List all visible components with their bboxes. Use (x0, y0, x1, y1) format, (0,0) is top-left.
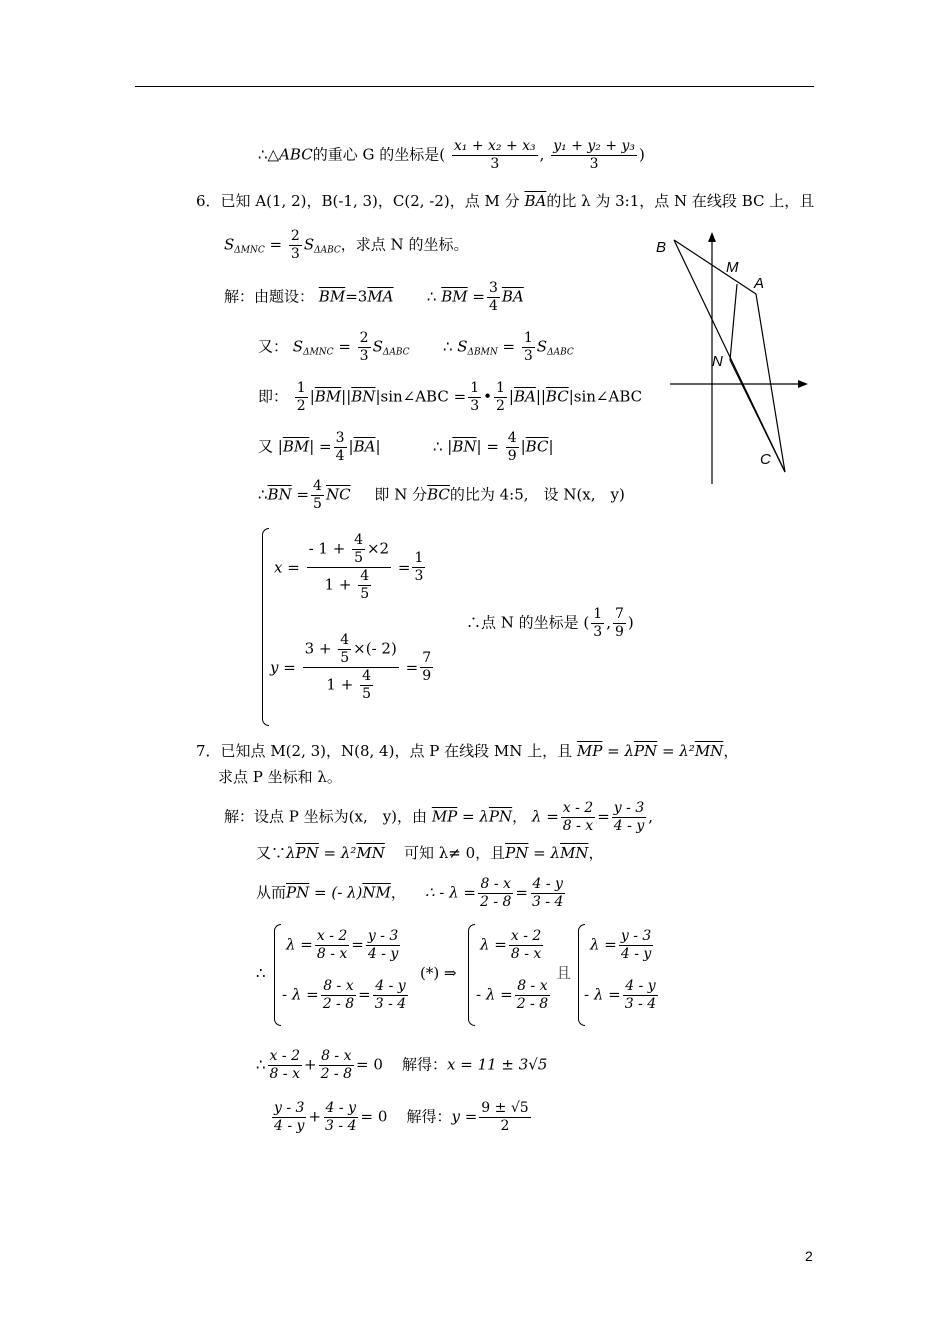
q7-sys3-eq2: - λ = $\frac{4 - y}{3 - 4}$ (584, 978, 657, 1012)
y-axis-arrow (708, 232, 716, 242)
q7-statement: 7．已知点 M(2, 3)，N(8, 4)，点 P 在线段 MN 上，且 $\overline{MP} = \lambda\overline{PN} = \lambda^2\overline{MN}$， (196, 742, 739, 760)
q6-sol-line2: 又： $S_{\Delta MNC}$ = $\frac{2}{3}$ $S_{\Delta ABC}$ ∴ $S_{\Delta BMN}$ = $\frac{1}{3}$ $S_{\Delta ABC}$ (258, 330, 574, 364)
q6-x-equation: x = - 1 + $\frac{4}{5}$ ×2 1 + $\frac{4}{5}$ = $\frac{1}{3}$ (274, 532, 424, 602)
triangle-figure (650, 228, 820, 490)
q6-answer: ∴点 N 的坐标是 ( $\frac{1}{3}$ , $\frac{7}{9}$ ) (466, 606, 634, 640)
label-m: M (726, 259, 739, 276)
q7-sol-line2: 又$\because\lambda\overline{PN} = \lambda^2\overline{MN}$ 可知 λ≠ 0，且$\overline{PN} = \lambda\overline{MN}$， (256, 844, 604, 862)
label-a: A (754, 275, 765, 292)
q7-x-solution: ∴ $\frac{x - 2}{8 - x}$ + $\frac{8 - x}{2 - 8}$ = 0 解得：x = 11 ± 3√5 (256, 1048, 548, 1082)
q7-implies: (*) ⇒ (420, 964, 457, 982)
q7-sys2-eq1: λ = $\frac{x - 2}{8 - x}$ (480, 928, 542, 962)
label-c: C (760, 451, 771, 468)
q6-sol-line5: $\therefore\overline{BN}$ = $\frac{4}{5}$ $\overline{NC}$ 即 N 分$\overline{BC}$的比为 4:5, 设 N(x, y) (258, 478, 625, 512)
label-b: B (656, 239, 667, 256)
label-n: N (712, 353, 723, 370)
q7-sys3-eq1: λ = $\frac{y - 3}{4 - y}$ (590, 928, 652, 962)
x-axis-arrow (798, 380, 808, 388)
segment-mn (730, 284, 737, 360)
q6-area-condition: $S_{\Delta MNC}$ = $\frac{2}{3}$ $S_{\Delta ABC}$，求点 N 的坐标。 (224, 228, 469, 262)
q6-y-equation: y = 3 + $\frac{4}{5}$ ×(- 2) 1 + $\frac{4}{5}$ = $\frac{7}{9}$ (270, 632, 432, 702)
q7-question: 求点 P 坐标和 λ。 (218, 768, 342, 786)
q7-sys1-eq2: - λ = $\frac{8 - x}{2 - 8}$ = $\frac{4 - y}{3 - 4}$ (282, 978, 407, 1012)
centroid-y-fraction: $\frac{\text{y₁ + y₂ + y₃}}{3}$ (553, 138, 636, 172)
q7-sys1-eq1: λ = $\frac{x - 2}{8 - x}$ = $\frac{y - 3}{4 - y}$ (286, 928, 399, 962)
centroid-x-fraction: $\frac{\text{x₁ + x₂ + x₃}}{3}$ (453, 138, 536, 172)
q7-and: 且 (556, 964, 572, 982)
q7-sol-line3: 从而$\overline{PN}$ = (- $\lambda)\overline{NM}$， ∴ - λ = $\frac{8 - x}{2 - 8}$ = $\frac{4 - y}{3 - 4}$ (256, 876, 564, 910)
q6-sol-line1: 解：由题设： $\overline{BM}=3\overline{MA}$ ∴ $\overline{BM}$ = $\frac{3}{4}$ $\overline{BA}$ (224, 280, 524, 314)
q6-statement: 6．已知 A(1, 2)，B(-1, 3)，C(2, -2)，点 M 分 $\overline{BA}$的比 λ 为 3:1，点 N 在线段 BC 上，且 (196, 192, 815, 210)
q7-brace-2 (468, 924, 475, 1026)
side-ac (756, 294, 785, 472)
page-number: 2 (805, 1248, 813, 1264)
q7-therefore-symbol: ∴ (256, 964, 266, 982)
q6-sol-line4: 又 $|\overline{BM}|$ = $\frac{3}{4}$ $|\overline{BA}|$ ∴ $|\overline{BN}|$ = $\frac{4}{9}$ $|\overline{BC}|$ (258, 430, 554, 464)
header-rule (135, 86, 814, 87)
q7-brace-1 (274, 924, 281, 1026)
centroid-line: ∴△ABC的重心 G 的坐标是( $\frac{\text{x₁ + x₂ + x₃}}{3}$ , $\frac{\text{y₁ + y₂ + y₃}}{3}$ ) (258, 138, 645, 172)
segment-nc (730, 360, 785, 472)
system-brace (262, 528, 269, 726)
q6-sol-line3: 即： $\frac{1}{2}$ $|\overline{BM}||\overline{BN}|\sin\angle ABC$ = $\frac{1}{3}$ • $\frac{1}{2}$ $|\overline{BA}||\overline{BC}|\sin\angle ABC$ (258, 380, 643, 414)
q7-sol-line1: 解：设点 P 坐标为(x, y)，由 $\overline{MP} = \lambda\overline{PN}$， λ = $\frac{x - 2}{8 - x}$ = $\frac{y - 3}{4 - y}$ , (224, 800, 654, 834)
q7-y-solution: $\frac{y - 3}{4 - y}$ + $\frac{4 - y}{3 - 4}$ = 0 解得：y = $\frac{9 \pm √5}{2}$ (274, 1100, 529, 1134)
q7-sys2-eq2: - λ = $\frac{8 - x}{2 - 8}$ (476, 978, 549, 1012)
